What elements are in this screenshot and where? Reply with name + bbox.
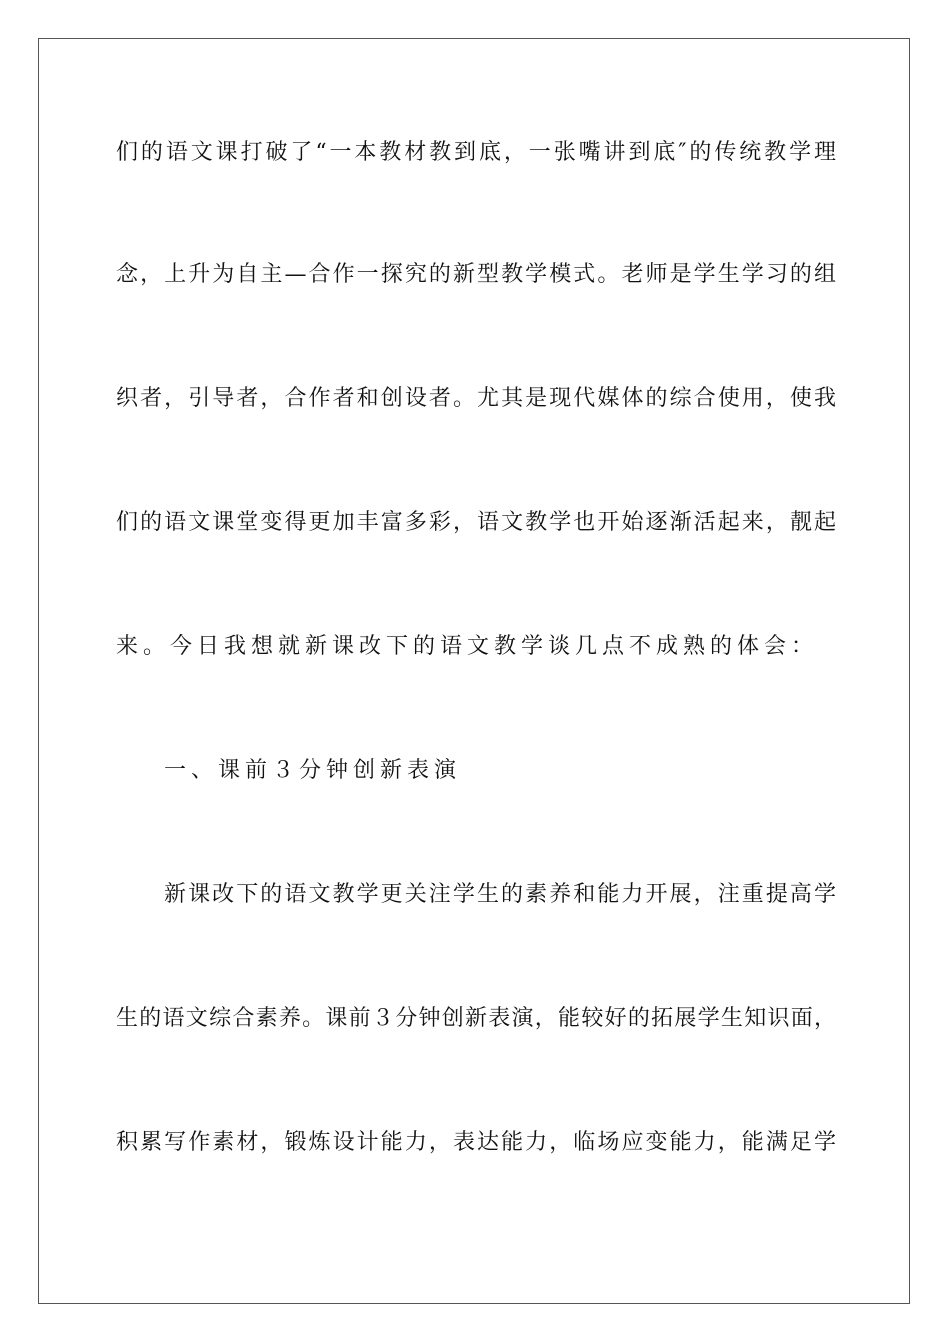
section-heading: 一、课前３分钟创新表演 [164, 758, 462, 783]
paragraph-line-5: 来。今日我想就新课改下的语文教学谈几点不成熟的体会： [116, 634, 819, 659]
paragraph-line-4: 们的语文课堂变得更加丰富多彩，语文教学也开始逐渐活起来，靓起 [116, 510, 836, 535]
page-frame [38, 38, 910, 1304]
paragraph-line-8: 积累写作素材，锻炼设计能力，表达能力，临场应变能力，能满足学 [116, 1130, 836, 1155]
paragraph-line-1: 们的语文课打破了“一本教材教到底，一张嘴讲到底″的传统教学理 [116, 140, 836, 165]
paragraph-line-2: 念，上升为自主—合作一探究的新型教学模式。老师是学生学习的组 [116, 262, 836, 287]
paragraph-line-3: 织者，引导者，合作者和创设者。尤其是现代媒体的综合使用，使我 [116, 386, 836, 411]
paragraph-line-6: 新课改下的语文教学更关注学生的素养和能力开展，注重提高学 [164, 882, 836, 907]
paragraph-line-7: 生的语文综合素养。课前３分钟创新表演，能较好的拓展学生知识面， [116, 1006, 836, 1031]
